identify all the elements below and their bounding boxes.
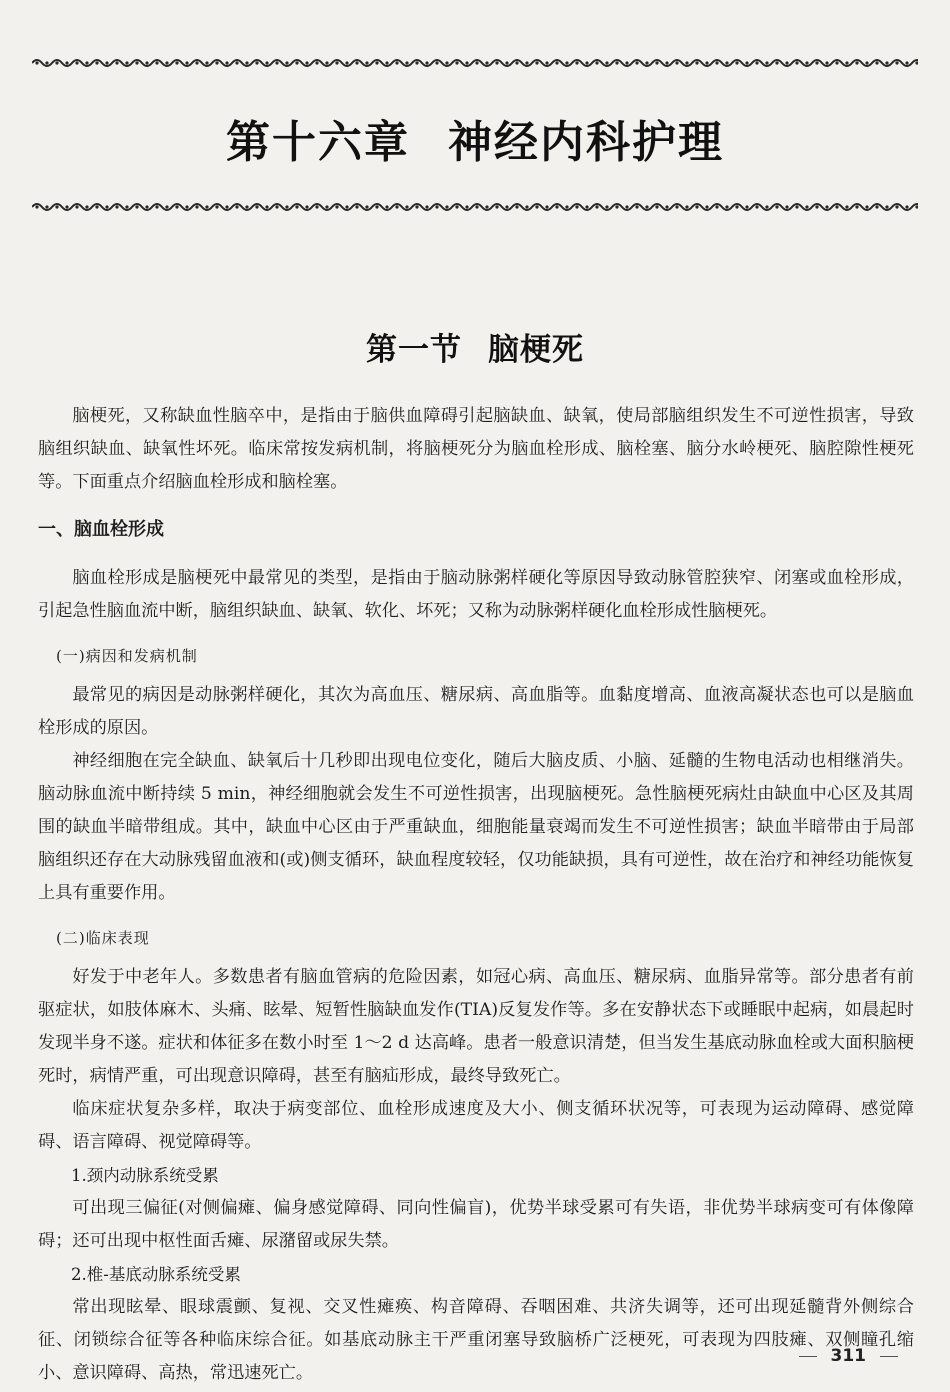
ornament-bead [375, 61, 378, 64]
ornament-bead [725, 61, 728, 64]
ornament-bead [595, 205, 598, 208]
ornament-bead [535, 61, 538, 64]
intro-paragraph: 脑梗死，又称缺血性脑卒中，是指由于脑供血障碍引起脑缺血、缺氧，使局部脑组织发生不可逆性损害，导致脑组织缺血、缺氧性坏死。临床常按发病机制，将脑梗死分为脑血栓形成、脑栓塞、脑分水岭梗死、脑腔隙性梗死等。下面重点介绍脑血栓形成和脑栓塞。 [38, 406, 914, 492]
ornament-bead [205, 61, 208, 64]
ornament-bead [245, 205, 248, 208]
ornament-bead [705, 205, 708, 208]
ornament-bead [215, 61, 218, 64]
ornament-bead [795, 205, 798, 208]
ornament-bead [525, 205, 528, 208]
ornament-bead [465, 61, 468, 64]
ornament-bead [895, 61, 898, 64]
ornament-bead [305, 205, 308, 208]
ornament-bead [195, 205, 198, 208]
ornament-bead [545, 205, 548, 208]
ornament-bead [775, 205, 778, 208]
ornament-bead [115, 205, 118, 208]
ornament-bead [135, 205, 138, 208]
ornament-bead [865, 61, 868, 64]
ornament-bead [335, 61, 338, 64]
ornament-bead [105, 205, 108, 208]
ornament-bead [45, 205, 48, 208]
ornament-bead [255, 205, 258, 208]
ornament-bead [475, 205, 478, 208]
ornament-bead [655, 61, 658, 64]
ornament-bead [95, 205, 98, 208]
heading-clinical: (二)临床表现 [56, 929, 150, 947]
ornament-bead [55, 61, 58, 64]
ornament-bead [695, 61, 698, 64]
ornament-bead [895, 205, 898, 208]
ornament-bead [415, 61, 418, 64]
ornament-bead [845, 205, 848, 208]
ornament-bead [115, 61, 118, 64]
ornament-bead [335, 205, 338, 208]
ornament-bead [805, 205, 808, 208]
ornament-bead [855, 205, 858, 208]
ornament-bead [745, 61, 748, 64]
ornament-bead [715, 61, 718, 64]
ornament-bead [35, 61, 38, 64]
carotid-paragraph: 可出现三偏征(对侧偏瘫、偏身感觉障碍、同向性偏盲)，优势半球受累可有失语，非优势半球病变可有体像障碍；还可出现中枢性面舌瘫、尿潴留或尿失禁。 [38, 1198, 914, 1251]
ornament-bead [615, 61, 618, 64]
ornament-bead [275, 61, 278, 64]
ornament-bead [385, 61, 388, 64]
ornament-bead [485, 205, 488, 208]
ornament-bead [315, 205, 318, 208]
ornament-bead [55, 205, 58, 208]
ornament-bead [415, 205, 418, 208]
ornament-bead [345, 61, 348, 64]
ornament-bead [665, 205, 668, 208]
ornament-bead [235, 205, 238, 208]
ornament-bead [135, 61, 138, 64]
ornament-bead [825, 205, 828, 208]
ornament-bead [355, 205, 358, 208]
ornament-bead [395, 61, 398, 64]
ornament-bead [795, 61, 798, 64]
ornament-bead [565, 205, 568, 208]
ornament-bead [165, 61, 168, 64]
section-name: 脑梗死 [488, 332, 584, 368]
ornament-bead [745, 205, 748, 208]
chapter-title [0, 106, 950, 170]
etiology-paragraph-1: 最常见的病因是动脉粥样硬化，其次为高血压、糖尿病、高血脂等。血黏度增高、血液高凝状态也可以是脑血栓形成的原因。 [38, 685, 914, 738]
ornament-bead [85, 61, 88, 64]
page-footer [785, 1346, 913, 1366]
ornament-bead [505, 61, 508, 64]
ornament-bead [305, 61, 308, 64]
ornament-bead [195, 61, 198, 64]
ornament-bead [785, 205, 788, 208]
ornament-bead [325, 61, 328, 64]
definition-paragraph: 脑血栓形成是脑梗死中最常见的类型，是指由于脑动脉粥样硬化等原因导致动脉管腔狭窄、闭塞或血栓形成，引起急性脑血流中断，脑组织缺血、缺氧、软化、坏死；又称为动脉粥样硬化血栓形成性脑梗死。 [38, 568, 914, 621]
ornament-bead [885, 205, 888, 208]
bottom-ornament-border [32, 200, 918, 214]
chapter-number: 第十六章 [226, 117, 410, 168]
ornament-bead [915, 205, 918, 208]
ornament-bead [285, 205, 288, 208]
heading-vertebrobasilar: 2.椎-基底动脉系统受累 [71, 1265, 241, 1284]
ornament-bead [875, 61, 878, 64]
ornament-bead [205, 205, 208, 208]
ornament-bead [595, 61, 598, 64]
ornament-bead [295, 61, 298, 64]
ornament-bead [755, 205, 758, 208]
ornament-bead [635, 61, 638, 64]
ornament-bead [145, 61, 148, 64]
section-title [0, 324, 950, 369]
ornament-bead [765, 205, 768, 208]
ornament-bead [535, 205, 538, 208]
ornament-bead [815, 61, 818, 64]
ornament-bead [585, 61, 588, 64]
ornament-bead [875, 205, 878, 208]
ornament-bead [165, 205, 168, 208]
section-number: 第一节 [366, 332, 462, 368]
ornament-bead [215, 205, 218, 208]
heading-thrombosis: 一、脑血栓形成 [38, 519, 164, 540]
ornament-bead [225, 205, 228, 208]
ornament-bead [465, 205, 468, 208]
ornament-bead [555, 61, 558, 64]
ornament-bead [815, 205, 818, 208]
ornament-bead [435, 61, 438, 64]
ornament-bead [455, 205, 458, 208]
ornament-bead [845, 61, 848, 64]
ornament-bead [585, 205, 588, 208]
ornament-bead [65, 205, 68, 208]
ornament-bead [345, 205, 348, 208]
clinical-paragraph-1: 好发于中老年人。多数患者有脑血管病的危险因素，如冠心病、高血压、糖尿病、血脂异常等。部分患者有前驱症状，如肢体麻木、头痛、眩晕、短暂性脑缺血发作(TIA)反复发作等。多在安静状态下或睡眠中起病，如晨起时发现半身不遂。症状和体征多在数小时至 1～2 d 达高峰。患者一般意识清楚，但当发生基底动脉血栓或大面积脑梗死时，病情严重，可出现意识障碍，甚至有脑疝形成，最终导致死亡。 [38, 967, 914, 1086]
ornament-bead [355, 61, 358, 64]
ornament-bead [155, 205, 158, 208]
ornament-bead [675, 205, 678, 208]
ornament-bead [675, 61, 678, 64]
ornament-bead [835, 205, 838, 208]
ornament-bead [915, 61, 918, 64]
ornament-bead [185, 205, 188, 208]
page-number: 311 [830, 1346, 866, 1366]
ornament-bead [685, 205, 688, 208]
ornament-bead [735, 61, 738, 64]
ornament-bead [125, 205, 128, 208]
ornament-bead [645, 205, 648, 208]
ornament-bead [725, 205, 728, 208]
ornament-bead [395, 205, 398, 208]
ornament-bead [495, 61, 498, 64]
ornament-bead [365, 61, 368, 64]
ornament-bead [785, 61, 788, 64]
ornament-bead [245, 61, 248, 64]
footer-dash-right [880, 1356, 898, 1357]
ornament-bead [515, 61, 518, 64]
chapter-name: 神经内科护理 [448, 117, 724, 168]
heading-carotid: 1.颈内动脉系统受累 [71, 1166, 219, 1185]
ornament-bead [45, 61, 48, 64]
ornament-bead [485, 61, 488, 64]
ornament-bead [435, 205, 438, 208]
ornament-bead [885, 61, 888, 64]
top-ornament-border [32, 56, 918, 70]
heading-etiology: (一)病因和发病机制 [56, 647, 198, 665]
ornament-bead [405, 61, 408, 64]
ornament-bead [835, 61, 838, 64]
ornament-wave [32, 60, 918, 66]
ornament-bead [515, 205, 518, 208]
ornament-bead [765, 61, 768, 64]
ornament-bead [405, 205, 408, 208]
ornament-bead [905, 205, 908, 208]
ornament-bead [665, 61, 668, 64]
ornament-bead [615, 205, 618, 208]
vertebrobasilar-paragraph: 常出现眩晕、眼球震颤、复视、交叉性瘫痪、构音障碍、吞咽困难、共济失调等，还可出现延髓背外侧综合征、闭锁综合征等各种临床综合征。如基底动脉主干严重闭塞导致脑桥广泛梗死，可表现为四肢瘫、双侧瞳孔缩小、意识障碍、高热，常迅速死亡。 [38, 1297, 914, 1383]
ornament-bead [325, 205, 328, 208]
ornament-bead [445, 205, 448, 208]
ornament-bead [425, 205, 428, 208]
ornament-bead [445, 61, 448, 64]
ornament-bead [865, 205, 868, 208]
ornament-bead [65, 61, 68, 64]
ornament-bead [185, 61, 188, 64]
ornament-bead [505, 205, 508, 208]
ornament-bead [265, 61, 268, 64]
body-text [38, 400, 914, 1390]
ornament-bead [495, 205, 498, 208]
ornament-bead [95, 61, 98, 64]
ornament-bead [905, 61, 908, 64]
ornament-bead [555, 205, 558, 208]
ornament-bead [775, 61, 778, 64]
ornament-bead [855, 61, 858, 64]
ornament-wave [32, 204, 918, 210]
ornament-bead [705, 61, 708, 64]
ornament-bead [605, 205, 608, 208]
etiology-paragraph-2: 神经细胞在完全缺血、缺氧后十几秒即出现电位变化，随后大脑皮质、小脑、延髓的生物电活动也相继消失。脑动脉血流中断持续 5 min，神经细胞就会发生不可逆性损害，出现脑梗死。急性脑梗死病灶由缺血中心区及其周围的缺血半暗带组成。其中，缺血中心区由于严重缺血，细胞能量衰竭而发生不可逆性损害；缺血半暗带由于局部脑组织还存在大动脉残留血液和(或)侧支循环，缺血程度较轻，仅功能缺损，具有可逆性，故在治疗和神经功能恢复上具有重要作用。 [38, 751, 914, 903]
ornament-bead [235, 61, 238, 64]
ornament-bead [825, 61, 828, 64]
ornament-bead [565, 61, 568, 64]
ornament-bead [755, 61, 758, 64]
ornament-bead [625, 205, 628, 208]
ornament-bead [635, 205, 638, 208]
ornament-bead [545, 61, 548, 64]
ornament-bead [125, 61, 128, 64]
clinical-paragraph-2: 临床症状复杂多样，取决于病变部位、血栓形成速度及大小、侧支循环状况等，可表现为运动障碍、感觉障碍、语言障碍、视觉障碍等。 [38, 1099, 914, 1152]
ornament-bead [85, 205, 88, 208]
ornament-bead [145, 205, 148, 208]
footer-dash-left [799, 1356, 817, 1357]
ornament-bead [655, 205, 658, 208]
ornament-bead [455, 61, 458, 64]
ornament-bead [525, 61, 528, 64]
ornament-bead [645, 61, 648, 64]
ornament-bead [575, 205, 578, 208]
ornament-bead [625, 61, 628, 64]
ornament-bead [285, 61, 288, 64]
ornament-bead [575, 61, 578, 64]
ornament-bead [155, 61, 158, 64]
ornament-bead [225, 61, 228, 64]
ornament-bead [265, 205, 268, 208]
ornament-bead [175, 205, 178, 208]
ornament-bead [695, 205, 698, 208]
ornament-bead [35, 205, 38, 208]
ornament-bead [295, 205, 298, 208]
ornament-bead [425, 61, 428, 64]
ornament-bead [805, 61, 808, 64]
ornament-bead [385, 205, 388, 208]
ornament-bead [605, 61, 608, 64]
ornament-bead [75, 205, 78, 208]
ornament-bead [175, 61, 178, 64]
ornament-bead [105, 61, 108, 64]
ornament-bead [715, 205, 718, 208]
ornament-bead [735, 205, 738, 208]
ornament-bead [365, 205, 368, 208]
ornament-bead [75, 61, 78, 64]
ornament-bead [255, 61, 258, 64]
ornament-bead [315, 61, 318, 64]
ornament-bead [475, 61, 478, 64]
ornament-bead [375, 205, 378, 208]
ornament-bead [685, 61, 688, 64]
ornament-bead [275, 205, 278, 208]
